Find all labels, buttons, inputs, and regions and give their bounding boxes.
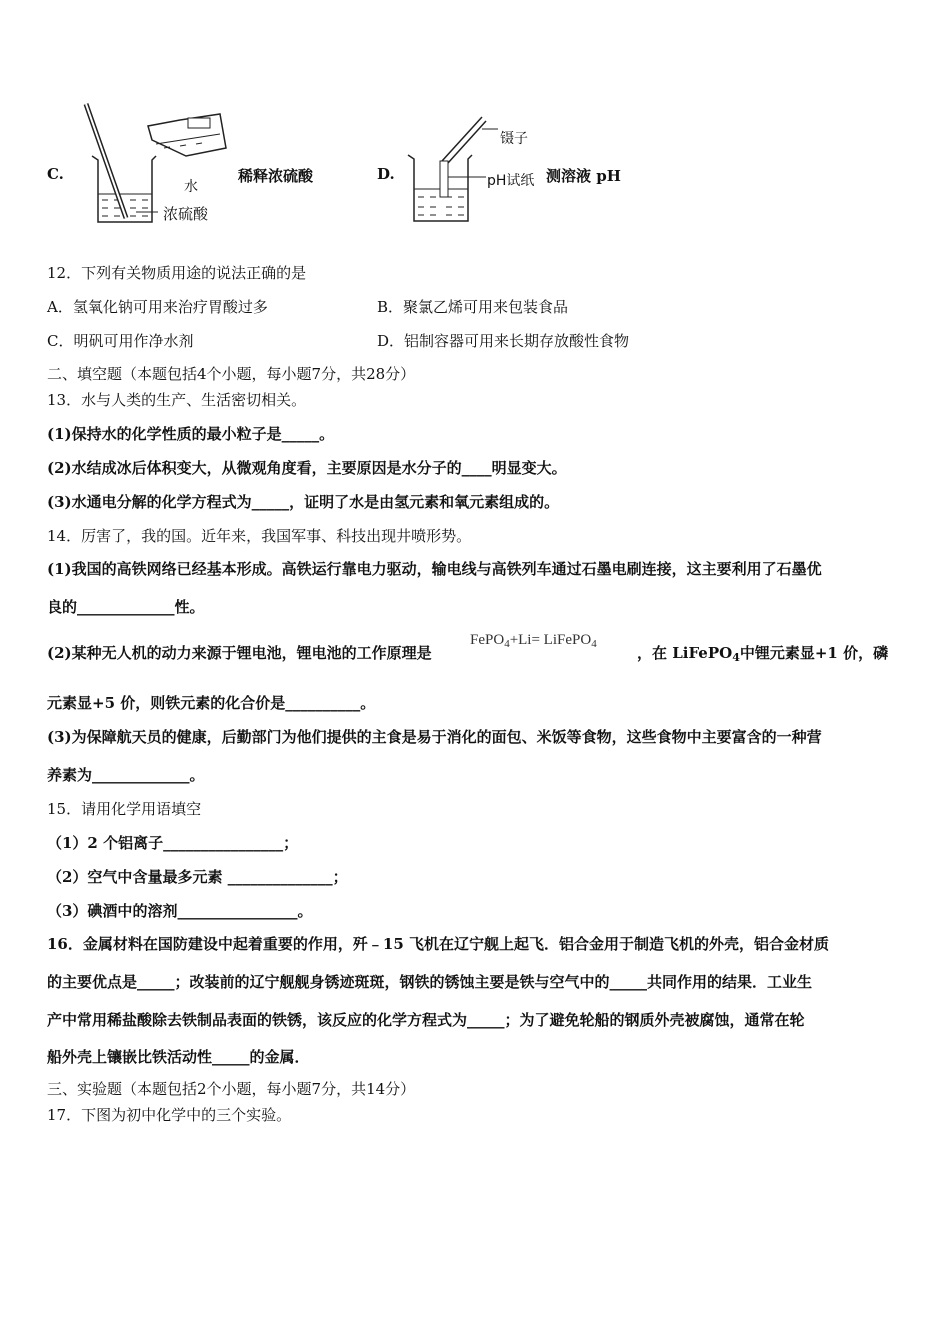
- label-tweezers: 镊子: [500, 131, 528, 147]
- q12-option-c: C．明矾可用作净水剂: [47, 332, 194, 350]
- section-3-heading: 三、实验题（本题包括2个小题，每小题7分，共14分）: [47, 1080, 416, 1098]
- q14-part-1b: 良的_____________性。: [47, 598, 205, 616]
- q12-option-a: A．氢氧化钠可用来治疗胃酸过多: [47, 298, 268, 316]
- q15-part-3: （3）碘酒中的溶剂________________。: [47, 902, 313, 920]
- label-concentrated-acid: 浓硫酸: [163, 205, 209, 223]
- q14-part-2d: 元素显+5 价，则铁元素的化合价是__________。: [47, 694, 376, 712]
- q12-option-b: B．聚氯乙烯可用来包装食品: [377, 298, 569, 316]
- q14-part-2b: ，在 LiFePO$_4$中锂元素显+1 价，磷: [637, 644, 889, 664]
- q13-stem: 13．水与人类的生产、生活密切相关。: [47, 391, 307, 409]
- q14-stem: 14．厉害了，我的国。近年来，我国军事、科技出现井喷形势。: [47, 527, 472, 545]
- battery-equation: FePO$_4$+Li= LiFePO$_4$: [470, 632, 597, 650]
- q13-part-1: (1)保持水的化学性质的最小粒子是_____。: [47, 425, 335, 443]
- q16-line-4: 船外壳上镶嵌比铁活动性_____的金属．: [47, 1048, 310, 1066]
- q12-stem: 12．下列有关物质用途的说法正确的是: [47, 264, 307, 282]
- option-c-caption: 稀释浓硫酸: [238, 167, 314, 185]
- section-2-heading: 二、填空题（本题包括4个小题，每小题7分，共28分）: [47, 365, 416, 383]
- dilute-acid-diagram: [80, 100, 240, 230]
- q15-part-1: （1）2 个铝离子________________；: [47, 834, 299, 852]
- q14-part-3b: 养素为_____________。: [47, 766, 205, 784]
- q16-line-2: 的主要优点是_____；改装前的辽宁舰舰身锈迹斑斑，钢铁的锈蚀主要是铁与空气中的_____共同作用的结果．工业生: [47, 973, 813, 991]
- q14-part-2a: (2)某种无人机的动力来源于锂电池，锂电池的工作原理是: [47, 644, 432, 662]
- q16-line-1: 16．金属材料在国防建设中起着重要的作用，歼﹣15 飞机在辽宁舰上起飞．铝合金用于制造飞机的外壳，铝合金材质: [47, 935, 829, 953]
- q17-stem: 17．下图为初中化学中的三个实验。: [47, 1106, 292, 1124]
- q13-part-3: (3)水通电分解的化学方程式为_____，证明了水是由氢元素和氧元素组成的。: [47, 493, 560, 511]
- q16-line-3: 产中常用稀盐酸除去铁制品表面的铁锈，该反应的化学方程式为_____；为了避免轮船的钢质外壳被腐蚀，通常在轮: [47, 1011, 805, 1029]
- q13-part-2: (2)水结成冰后体积变大，从微观角度看，主要原因是水分子的____明显变大。: [47, 459, 567, 477]
- label-ph-paper: pH试纸: [487, 173, 535, 189]
- option-d-caption: 测溶液 pH: [546, 167, 621, 185]
- q14-part-1a: (1)我国的高铁网络已经基本形成。高铁运行靠电力驱动，输电线与高铁列车通过石墨电刷连接，这主要利用了石墨优: [47, 560, 822, 578]
- q12-option-d: D．铝制容器可用来长期存放酸性食物: [377, 332, 630, 350]
- label-water: 水: [184, 179, 198, 195]
- option-d-letter: D.: [377, 165, 395, 183]
- q14-part-3a: (3)为保障航天员的健康，后勤部门为他们提供的主食是易于消化的面包、米饭等食物，这些食物中主要富含的一种营: [47, 728, 822, 746]
- q15-part-2: （2）空气中含量最多元素 ______________；: [47, 868, 348, 886]
- option-c-letter: C.: [47, 165, 64, 183]
- q15-stem: 15．请用化学用语填空: [47, 800, 202, 818]
